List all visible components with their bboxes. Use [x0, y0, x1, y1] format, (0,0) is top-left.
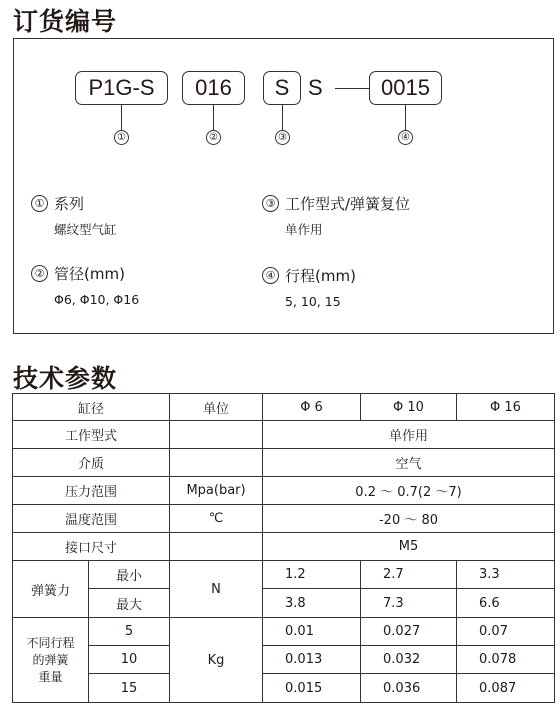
- medium-unit: [170, 449, 263, 477]
- temperature-unit: ℃: [170, 505, 263, 533]
- desc-stroke-title: [262, 265, 356, 286]
- desc-stroke-label: 行程(mm): [285, 267, 356, 285]
- header-d6: Φ 6: [263, 394, 361, 421]
- spring-force-label: 弹簧力: [13, 561, 89, 618]
- spring-force-max-d10: 7.3: [361, 589, 457, 618]
- spring-force-max-label: 最大: [89, 589, 170, 618]
- table-row: [13, 561, 555, 589]
- table-header-row: [13, 394, 555, 421]
- weight-10-d6: 0.013: [263, 646, 361, 674]
- code-stroke-box: [369, 71, 442, 105]
- code-stroke: 0015: [381, 75, 430, 100]
- desc-series-value: 螺纹型气缸: [54, 222, 117, 237]
- code-type: S: [274, 75, 290, 100]
- spring-weight-label: [13, 618, 89, 703]
- desc-series-title: [31, 193, 84, 214]
- weight-stroke-5-label: 5: [89, 618, 170, 646]
- table-row: [13, 589, 555, 618]
- spec-table: [12, 393, 555, 703]
- spring-weight-label-line-3: 重量: [38, 669, 63, 684]
- work-type-value: 单作用: [263, 421, 555, 449]
- weight-5-d6: 0.01: [263, 618, 361, 646]
- temperature-label: 温度范围: [13, 505, 170, 533]
- desc-stroke-number: ④: [262, 267, 279, 284]
- spring-force-min-d16: 3.3: [457, 561, 555, 589]
- spec-heading: 技术参数: [13, 364, 118, 393]
- medium-label: 介质: [13, 449, 170, 477]
- callout-line-4: [405, 105, 406, 130]
- desc-bore-label: 管径(mm): [54, 265, 125, 283]
- weight-15-d16: 0.087: [457, 674, 555, 703]
- callout-marker-2: ②: [206, 130, 221, 145]
- port-label: 接口尺寸: [13, 533, 170, 561]
- desc-series-number: ①: [31, 195, 48, 212]
- table-row: [13, 421, 555, 449]
- spring-force-max-d6: 3.8: [263, 589, 361, 618]
- code-type-box: [263, 71, 301, 105]
- code-dash: [335, 88, 369, 89]
- weight-5-d10: 0.027: [361, 618, 457, 646]
- port-unit: [170, 533, 263, 561]
- weight-15-d6: 0.015: [263, 674, 361, 703]
- order-code-panel: [13, 38, 554, 334]
- desc-type-title: [262, 193, 410, 214]
- desc-type-value: 单作用: [285, 222, 323, 237]
- table-row: [13, 477, 555, 505]
- table-row: [13, 618, 555, 646]
- callout-line-1: [121, 105, 122, 130]
- header-d16: Φ 16: [457, 394, 555, 421]
- desc-stroke-value: 5, 10, 15: [285, 294, 341, 309]
- table-row: [13, 505, 555, 533]
- desc-bore-number: ②: [31, 265, 48, 282]
- weight-stroke-10-label: 10: [89, 646, 170, 674]
- header-unit: 单位: [170, 394, 263, 421]
- weight-unit: Kg: [170, 618, 263, 703]
- desc-type-number: ③: [262, 195, 279, 212]
- code-series: P1G-S: [88, 75, 155, 100]
- code-type-suffix: S: [308, 75, 323, 100]
- desc-bore-value: Φ6, Φ10, Φ16: [54, 292, 140, 307]
- table-row: [13, 449, 555, 477]
- spring-weight-label-line-1: 不同行程: [26, 635, 75, 650]
- weight-15-d10: 0.036: [361, 674, 457, 703]
- order-number-heading: 订货编号: [13, 7, 118, 36]
- pressure-value: 0.2 ～ 0.7(2 ～7): [263, 477, 555, 505]
- header-bore: 缸径: [13, 394, 170, 421]
- spring-force-max-d16: 6.6: [457, 589, 555, 618]
- callout-line-2: [213, 105, 214, 130]
- weight-5-d16: 0.07: [457, 618, 555, 646]
- callout-line-3: [282, 105, 283, 130]
- work-type-unit: [170, 421, 263, 449]
- weight-10-d10: 0.032: [361, 646, 457, 674]
- spring-weight-label-line-2: 的弹簧: [32, 652, 69, 667]
- desc-series-label: 系列: [54, 195, 85, 213]
- spring-force-min-d10: 2.7: [361, 561, 457, 589]
- callout-marker-1: ①: [114, 130, 129, 145]
- pressure-unit: Mpa(bar): [170, 477, 263, 505]
- medium-value: 空气: [263, 449, 555, 477]
- work-type-label: 工作型式: [13, 421, 170, 449]
- weight-10-d16: 0.078: [457, 646, 555, 674]
- code-series-box: [75, 71, 168, 105]
- code-bore-box: [182, 71, 245, 105]
- callout-marker-3: ③: [275, 130, 290, 145]
- desc-type-label: 工作型式/弹簧复位: [285, 195, 411, 213]
- spring-force-min-d6: 1.2: [263, 561, 361, 589]
- spring-force-unit: N: [170, 561, 263, 618]
- table-row: [13, 646, 555, 674]
- desc-bore-title: [31, 263, 125, 284]
- pressure-label: 压力范围: [13, 477, 170, 505]
- header-d10: Φ 10: [361, 394, 457, 421]
- callout-marker-4: ④: [398, 130, 413, 145]
- code-bore: 016: [195, 75, 232, 100]
- table-row: [13, 533, 555, 561]
- temperature-value: -20 ～ 80: [263, 505, 555, 533]
- weight-stroke-15-label: 15: [89, 674, 170, 703]
- port-value: M5: [263, 533, 555, 561]
- spring-force-min-label: 最小: [89, 561, 170, 589]
- table-row: [13, 674, 555, 703]
